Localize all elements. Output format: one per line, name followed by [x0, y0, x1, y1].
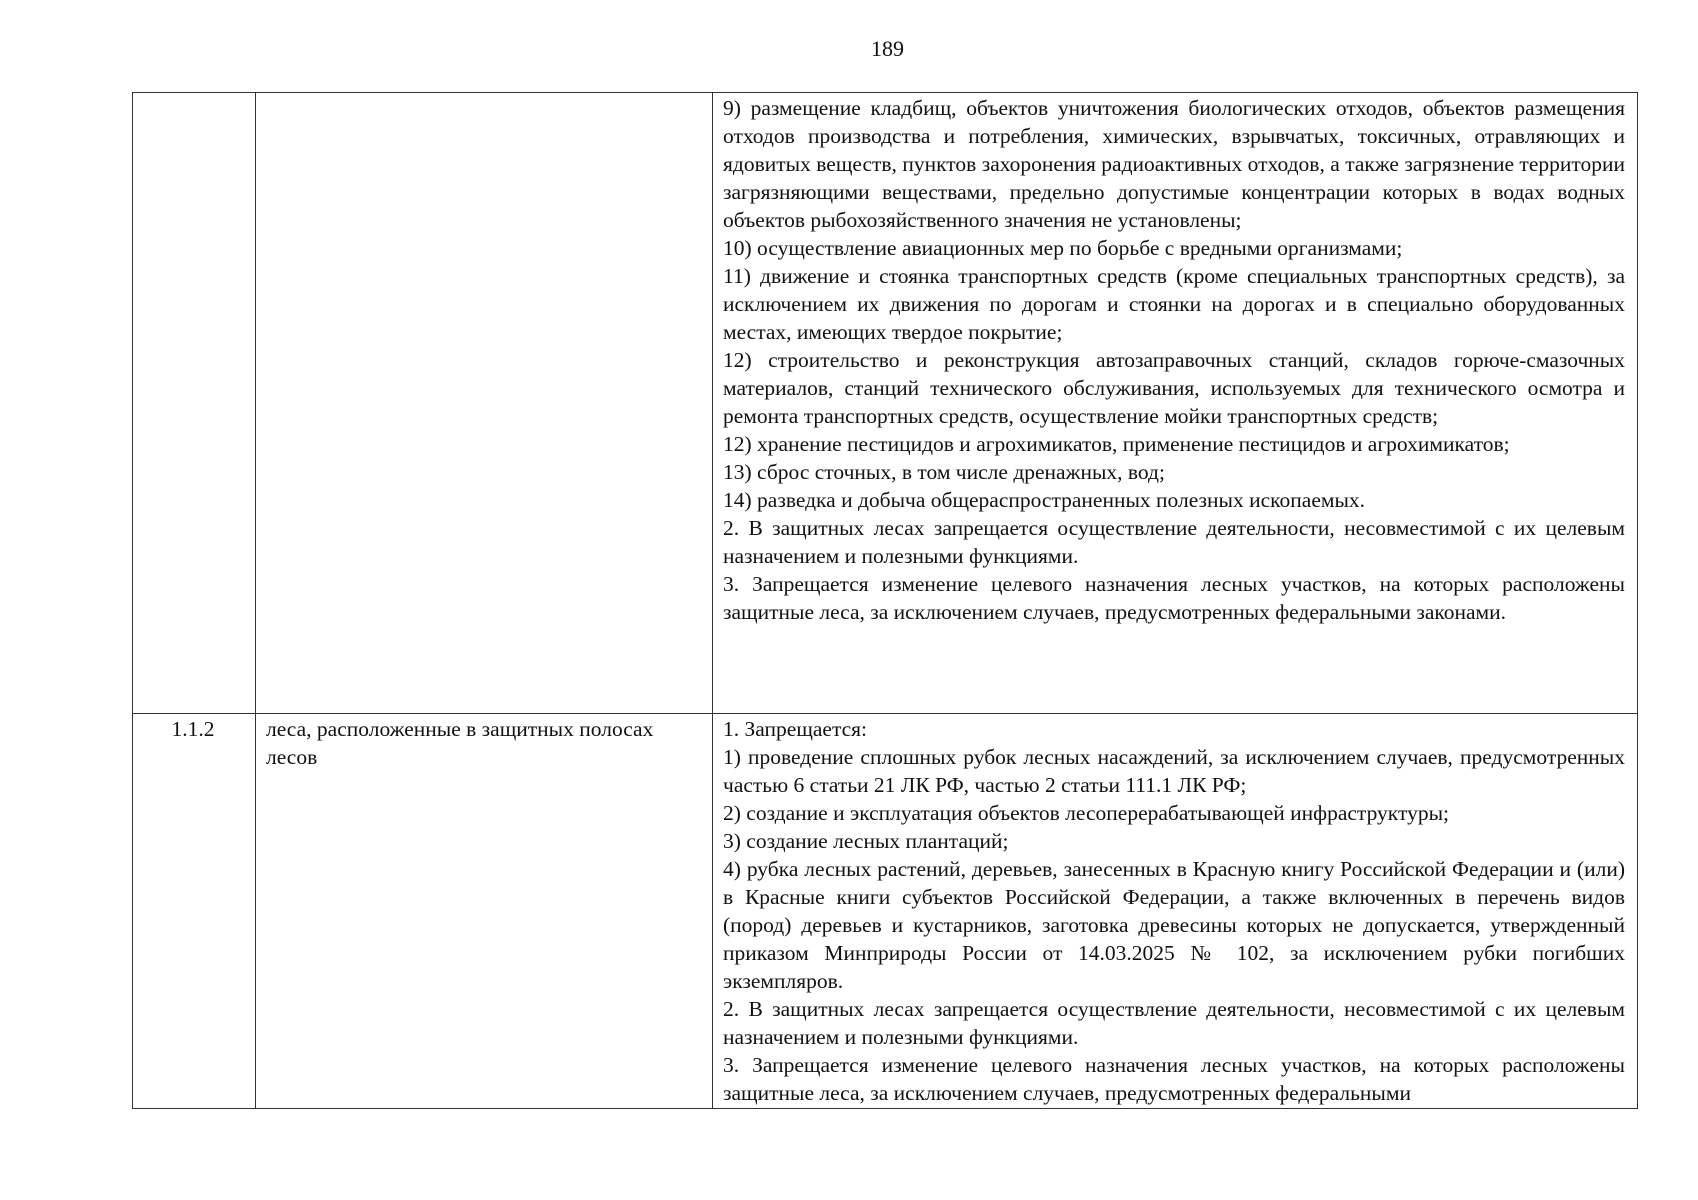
paragraph: 2. В защитных лесах запрещается осуществление деятельности, несовместимой с их целевым назначением и полезными функциями. [723, 516, 1625, 568]
paragraph: 3) создание лесных плантаций; [723, 829, 1009, 853]
regulations-table [132, 92, 1638, 1109]
paragraph: 12) хранение пестицидов и агрохимикатов, применение пестицидов и агрохимикатов; [723, 432, 1510, 456]
page-number: 189 [871, 36, 904, 61]
paragraph: 1) проведение сплошных рубок лесных насаждений, за исключением случаев, предусмотренных частью 6 статьи 21 ЛК РФ, частью 2 статьи 111.1 ЛК РФ; [723, 745, 1625, 797]
paragraph: 2. В защитных лесах запрещается осуществление деятельности, несовместимой с их целевым назначением и полезными функциями. [723, 997, 1625, 1049]
paragraph: 9) размещение кладбищ, объектов уничтожения биологических отходов, объектов размещения отходов производства и потребления, химических, взрывчатых, токсичных, отравляющих и ядовитых веществ, пунктов захоронения радиоактивных отходов, а также загрязнение территории загрязняющими веществами, предельно допустимые концентрации которых в водах водных объектов рыбохозяйственного значения не установлены; [723, 96, 1625, 232]
paragraph: 12) строительство и реконструкция автозаправочных станций, складов горюче-смазочных материалов, станций технического обслуживания, используемых для технического осмотра и ремонта транспортных средств, осуществление мойки транспортных средств; [723, 348, 1625, 428]
paragraph: 1. Запрещается: [723, 717, 868, 741]
paragraph: 4) рубка лесных растений, деревьев, занесенных в Красную книгу Российской Федерации и (или) в Красные книги субъектов Российской Федерации, а также включенных в перечень видов (пород) деревьев и кустарников, заготовка древесины которых не допускается, утвержденный приказом Минприроды России от 14.03.2025 № 102, за исключением рубки погибших экземпляров. [723, 857, 1625, 993]
row-name-cell: леса, расположенные в защитных полосах лесов [256, 714, 713, 1109]
paragraph: 3. Запрещается изменение целевого назначения лесных участков, на которых расположены защитные леса, за исключением случаев, предусмотренных федеральными законами. [723, 572, 1625, 624]
paragraph: 11) движение и стоянка транспортных средств (кроме специальных транспортных средств), за исключением их движения по дорогам и стоянки на дорогах и в специально оборудованных местах, имеющих твердое покрытие; [723, 264, 1625, 344]
paragraph: 14) разведка и добыча общераспространенных полезных ископаемых. [723, 488, 1366, 512]
row-content-cell [713, 714, 1638, 1109]
paragraph: 2) создание и эксплуатация объектов лесоперерабатывающей инфраструктуры; [723, 801, 1449, 825]
table-row [133, 714, 1638, 1109]
row-number-cell [133, 93, 256, 714]
row-name-cell [256, 93, 713, 714]
table-row [133, 93, 1638, 714]
paragraph: 13) сброс сточных, в том числе дренажных, вод; [723, 460, 1165, 484]
row-content-clip [723, 715, 1625, 1107]
row-number-cell: 1.1.2 [133, 714, 256, 1109]
row-content-cell [713, 93, 1638, 714]
paragraph: 3. Запрещается изменение целевого назначения лесных участков, на которых расположены защитные леса, за исключением случаев, предусмотренных федеральными [723, 1053, 1625, 1105]
paragraph: 10) осуществление авиационных мер по борьбе с вредными организмами; [723, 236, 1403, 260]
